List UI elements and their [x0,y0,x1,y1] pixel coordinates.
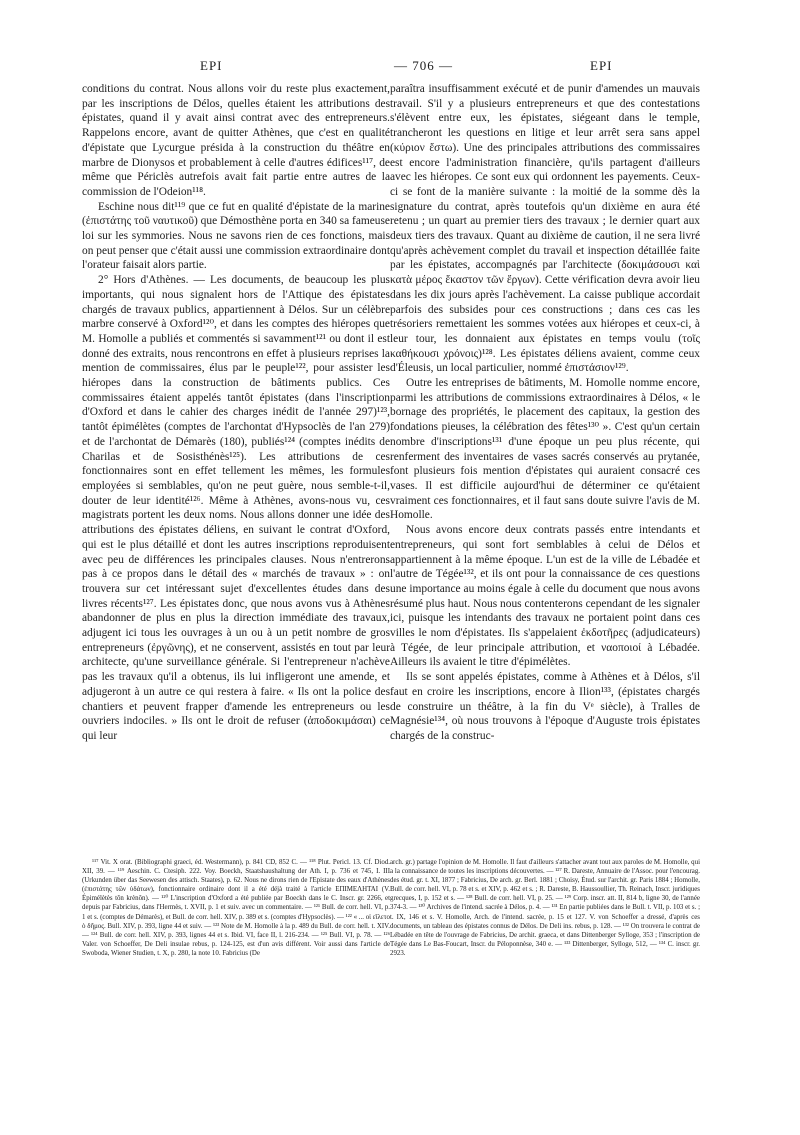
left-paragraph-2: Eschine nous dit¹¹⁹ que ce fut en qualité d'épistate de la marine (ἐπιστάτης τοῦ ναυτικοῦ) que Démosthène porta en 340 sa fameuse loi sur les symmories. Nous ne savons rien de ces fonctions, mais on peut penser que c'était aussi une commission extraordinaire dont l'orateur faisait alors partie. [82,200,390,272]
left-column [82,82,390,852]
left-paragraph-1: conditions du contrat. Nous allons voir du reste plus exactement, par les inscriptions de Délos, quelles étaient les attributions des épistates, quand il y avait ainsi contrat avec des entrepreneurs. Rappelons encore, avant de quitter Athènes, que c'est en qualité d'épistate que Lycurgue présida à la construction du théâtre en marbre de Dionysos et probablement à celle d'autres édifices¹¹⁷, de même que Périclès autrefois avait fait partie entre autres de la commission de l'Odeion¹¹⁸. [82,83,390,198]
right-paragraph-2: Outre les entreprises de bâtiments, M. Homolle nomme encore, parmi les attributions de commissions extraordinaires à Délos, « le bornage des propriétés, le placement des capitaux, la gestion des fondations pieuses, la célébration des fêtes¹³⁰ ». C'est qu'un certain nombre d'inscriptions¹³¹ d'une époque un peu plus récente, qui renferment des inventaires de vases sacrés conservés au prytanée, font plusieurs fois mention d'épistates qui auraient consacré ces vases. Il est difficile aujourd'hui de déterminer ce qu'étaient vraiment ces fonctionnaires, et il faut sans doute suivre l'avis de M. Homolle. [390,377,700,522]
page-number: — 706 — [394,58,453,73]
footnotes-left [82,858,390,1028]
running-header [82,58,722,78]
footnotes-right-text: arch. gr.) partage l'opinion de M. Homolle. Il faut d'ailleurs s'attacher avant tout aux paroles de M. Homolle, qui a la connaissance de toutes les inscriptions découvertes. — ¹²⁷ R. Dareste, Annuaire de l'Assoc. pour l'encourag. des étud. gr. t. XI, 1877 ; Fabricius, De arch. gr. Berl. 1881 ; Choisy, Étud. sur l'archit. gr. Paris 1884 ; Homolle, Bull. de corr. hell. VI, p. 78 et s. et XIV, p. 462 et s. ; R. Dareste, B. Haussoullier, Th. Reinach, Inscr. juridiques grecques, I, p. 152 et s. — ¹²⁸ Bull. de corr. hell. VI, p. 25. — ¹²⁹ Corp. inscr. att. II, 814 b, ligne 30, de l'année 374-3. — ¹³⁰ Archives de l'intend. sacrée à Délos, p. 4. — ¹³¹ En partie publiées dans le Bull. t. VII, p. 103 et s. ; t. IX, 146 et s. V. Homolle, Arch. de l'intend. sacrée, p. 15 et 127. V. von Schoeffer a dressé, d'après ces documents, un tableau des épistates connus de Délos. De Deli ins. rebus, p. 128. — ¹³² On trouvera le contrat de Lébadée en tête de l'ouvrage de Fabricius, De archit. graeca, et dans Dittenberger Sylloge, 353 ; l'inscription de Tégée dans Le Bas-Foucart, Inscr. du Péloponnèse, 340 e. — ¹³³ Dittenberger, Sylloge, 512, — ¹³⁴ C. inscr. gr. 2923. [390,859,700,957]
left-paragraph-3: 2° Hors d'Athènes. — Les documents, de beaucoup les plus importants, qui nous signalent hors de l'Attique des épistates chargés de travaux publics, appartiennent à Délos. Sur un célèbre marbre conservé à Oxford¹²⁰, et dans les comptes des hiéropes que M. Homolle a publiés et commentés si savamment¹²¹ ou dont il est donné des extraits, nous rencontrons en effet à plusieurs reprises la mention de commissaires, élus par le peuple¹²², pour assister les hiéropes dans la construction de bâtiments publics. Ces commissaires étaient appelés tantôt épistates (dans l'inscription d'Oxford et dans le cahier des charges inédit de l'année 297)¹²³, tantôt épimélètes (comptes de l'archontat d'Hypsoclès de l'an 279) et de l'archontat de Démarès (180), publiés¹²⁴ (comptes inédits de Charilas et de Sosisthénès¹²⁵). Les attributions de ces fonctionnaires sont en effet tellement les mêmes, les formules employées si semblables, qu'on ne peut guère, nous semble-t-il, douter de leur identité¹²⁶. Même à Athènes, avons-nous vu, ces magistrats portent les deux noms. Nous allons donner une idée des attributions des épistates déliens, en suivant le contrat d'Oxford, qui est le plus détaillé et dont les autres inscriptions reproduisent avec peu de différences les principales clauses. Nous n'entrerons pas à ce propos dans le détail des « marchés de travaux » : on trouvera sur cet intéressant sujet d'excellentes études dans des livres récents¹²⁷. Les épistates donc, que nous avons vus à Athènes abandonner de plus en plus la direction immédiate des travaux, adjugent ici tous les ouvrages à un ou à un petit nombre de gros entrepreneurs (ἐργῶνης), et ne conservent, assistés en tout par leur architecte, qu'une surveillance générale. Si l'entrepreneur n'achève pas les travaux qu'il a obtenus, ils lui infligeront une amende, et adjugeront à un autre ce qui restera à faire. « Ils ont la police des chantiers et peuvent frapper d'amende les entrepreneurs ou les ouvriers indociles. » Ils ont le droit de refuser (ἀποδοκιμάσαι) ce qui leur [82,274,390,742]
right-paragraph-1: paraîtra insuffisamment exécuté et de punir d'amendes un mauvais travail. S'il y a plusieurs entrepreneurs et que des contestations s'élèvent entre eux, les épistates, siégeant dans le temple, trancheront les questions en litige et leur arrêt sera sans appel (κύριον ἔστω). Une des principales attributions des commissaires est encore l'administration financière, qu'ils partagent d'ailleurs avec les hiéropes. Ce sont eux qui ordonnent les payements. Ceux-ci se font de la manière suivante : la moitié de la somme dès la signature du contrat, après toutefois qu'un dixième en aura été retenu ; un quart au premier tiers des travaux ; le dernier quart aux deux tiers des travaux. Quant au dixième de caution, il ne sera livré qu'après achèvement complet du travail et inspection détaillée faite par les épistates, accompagnés par l'architecte (δοκιμάσουσι καὶ κατὰ μέρος ἕκαστον τῶν ἔργων). Cette vérification devra avoir lieu dans les dix jours après l'achèvement. La caisse publique accordait parfois des subsides pour ces constructions ; dans ces cas les trésoriers remettaient les sommes votées aux hiéropes et ceux-ci, à leur tour, les donnaient aux épistates en temps voulu (τοῖς καθήκουσι χρόνοις)¹²⁸. Les épistates déliens avaient, comme ceux d'Éleusis, un local particulier, nommé ἐπιστάσιον¹²⁹. [390,83,700,375]
right-paragraph-3: Nous avons encore deux contrats passés entre intendants et entrepreneurs, qui sont fort semblables à celui de Délos et appartiennent à la même époque. L'un est de la ville de Lébadée et l'autre de Tégée¹³², et ils ont pour la connaissance de ces questions une importance au moins égale à celle du document que nous avons résumé plus haut. Nous nous contenterons cependant de les signaler ici, puisque les intendants des travaux ne portaient point dans ces villes le nom d'épistates. Ils s'appelaient ἐκδοτῆρες (adjudicateurs) à Tégée, de leur principale attribution, et ναοποιοί à Lébadée. Ailleurs ils avaient le titre d'épimélètes. [390,524,700,669]
right-column [390,82,700,852]
header-right-keyword: EPI [590,58,613,73]
footnotes-left-text: ¹¹⁷ Vit. X orat. (Bibliographi graeci, éd. Westermann), p. 841 CD, 852 C. — ¹¹⁸ Plut. Pericl. 13. Cf. Diod. XII, 39. — ¹¹⁹ Aeschin. C. Ctesiph. 222. Voy. Boeckh, Staatshaushaltung der Ath. I, p. 736 et 745, I. III (Urkunden über das Seewesen des attisch. Staates), p. 62. Nous ne dirons rien de l'Epistate des eaux d'Athènes (ἐπιστάτης τῶν ὑδάτων), fonctionnaire ordinaire dont il a été déjà traité à l'article ΕΠΙΜΕΛΗΤΑΙ (V. Épimélètès tôn krènôn). — ¹²⁰ L'inscription d'Oxford a été publiée par Boeckh dans le C. Inscr. gr. 2266, et depuis par Fabricius, dans l'Hermès, t. XVII, p. 1 et suiv. avec un commentaire. — ¹²¹ Bull. de corr. hell. VI, p. 1 et s. (comptes de Démarès), et Bull. de corr. hell. XIV, p. 389 et s. (comptes d'Hypsoclès). — ¹²² « ... οἱ εἵλετο ὁ δῆμος. Bull. XIV, p. 393, ligne 44 et suiv. — ¹²³ Note de M. Homolle à la p. 489 du Bull. de corr. hell. t. XIV. — ¹²⁴ Bull. de corr. hell. XIV, p. 393, lignes 44 et s. Ibid. VI, face II, l. 216-234. — ¹²⁵ Bull. VI, p. 78. — ¹²⁶ Valer. von Schoeffer, De Deli insulae rebus, p. 124-125, est d'un avis différent. Voir aussi dans l'article de Swoboda, Wiener Studien, t. X, p. 280, la note 10. Fabricius (De [82,859,390,957]
footnotes-right [390,858,700,1028]
right-paragraph-4: Ils se sont appelés épistates, comme à Athènes et à Délos, s'il faut en croire les inscriptions, encore à Ilion¹³³, (épistates chargés de construire un théâtre, à la fin du Vᵉ siècle), à Tralles de Magnésie¹³⁴, où nous trouvons à l'époque d'Auguste trois épistates chargés de la construc- [390,671,700,742]
header-left-keyword: EPI [200,58,223,73]
